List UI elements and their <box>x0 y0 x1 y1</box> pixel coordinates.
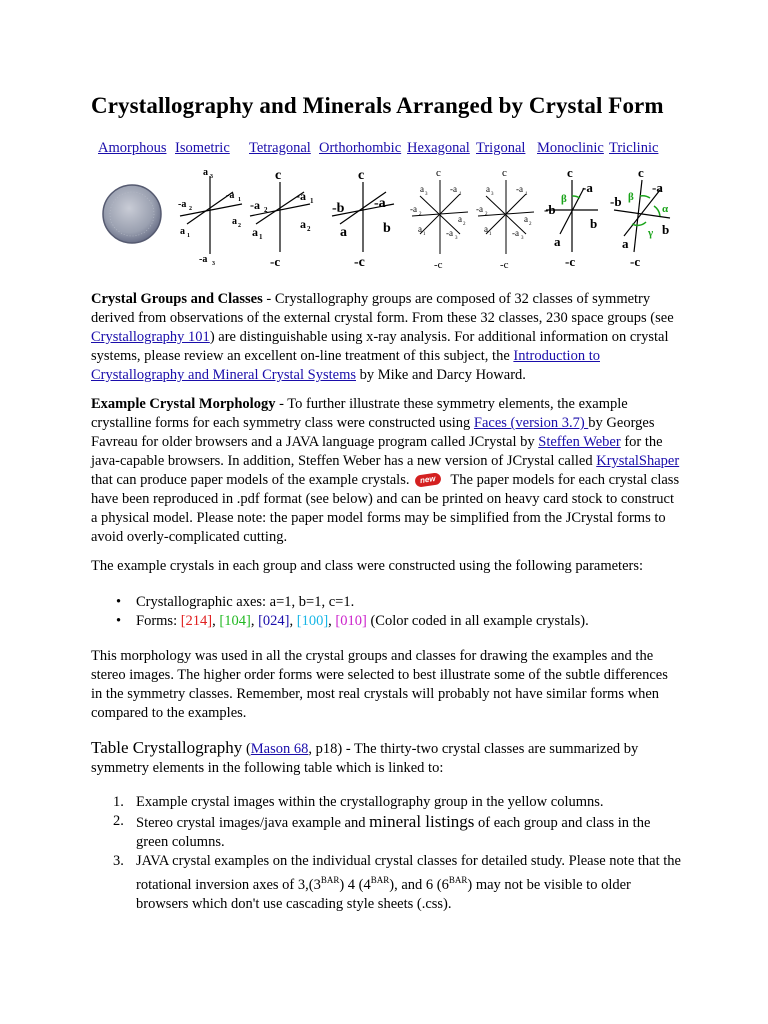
diag-label: a <box>252 225 258 239</box>
diag-sub: 1 <box>525 192 528 197</box>
monoclinic-axes-diagram[interactable] <box>544 165 598 269</box>
forms-tail: (Color coded in all example crystals). <box>366 613 589 629</box>
nav-link-isometric[interactable]: Isometric <box>175 140 230 156</box>
page-title: Crystallography and Minerals Arranged by Crystal Form <box>91 93 664 118</box>
diag-label: b <box>662 222 670 237</box>
diag-sub: 1 <box>489 232 492 237</box>
form-104: [104] <box>219 613 251 629</box>
beta-symbol: β <box>628 191 634 203</box>
link-krystalshaper[interactable]: KrystalShaper <box>596 453 680 469</box>
form-214: [214] <box>180 613 213 629</box>
table-text-1: ( <box>242 741 251 757</box>
diag-label: a <box>524 214 528 224</box>
table-heading: Table Crystallography <box>91 738 243 757</box>
amorphous-sphere[interactable] <box>103 185 161 243</box>
diag-label: b <box>590 216 598 231</box>
nav-link-triclinic[interactable]: Triclinic <box>609 140 659 156</box>
link-mason-68[interactable]: Mason 68 <box>250 741 309 757</box>
diag-sub: 1 <box>310 197 314 205</box>
diag-label: a <box>203 167 208 178</box>
orthorhombic-axes-diagram[interactable] <box>332 168 394 270</box>
trigonal-axes-diagram[interactable] <box>476 167 534 271</box>
list-number: 3. <box>113 853 124 869</box>
diag-label: -a <box>410 204 417 214</box>
triclinic-axes-diagram[interactable] <box>610 165 670 269</box>
form-024: [024] <box>258 613 290 629</box>
diag-label: -a <box>582 180 593 195</box>
morph-text-4: that can produce paper models of the example crystals. <box>91 472 410 488</box>
bar-sup: BAR <box>448 875 468 885</box>
list-text: of each group and class in the green columns. <box>136 815 651 850</box>
diag-label: -c <box>500 259 509 271</box>
diag-label: -b <box>332 201 345 216</box>
diag-label: a <box>420 184 424 194</box>
diag-sub: 2 <box>238 223 241 229</box>
groups-text-2: ) are distinguishable using x-ray analysis. For additional information on crystal systems, please review an excellent on-line treatment of this subject, the <box>91 329 669 364</box>
diag-label: c <box>275 168 282 183</box>
diag-label: c <box>358 168 365 183</box>
axes-text: Crystallographic axes: a=1, b=1, c=1. <box>136 594 355 610</box>
new-badge: new <box>415 472 442 487</box>
diag-label: -a <box>446 228 453 238</box>
list-item <box>91 812 681 852</box>
list-text: ), and 6 (6 <box>389 876 449 893</box>
groups-text-3: by Mike and Darcy Howard. <box>356 367 526 383</box>
nav-link-hexagonal[interactable]: Hexagonal <box>407 140 470 156</box>
diag-label: -b <box>610 194 622 209</box>
list-text: ) may not be visible to older browsers which don't use cascading style sheets (.css). <box>136 876 631 912</box>
diag-label: a <box>622 236 629 251</box>
diag-label: -c <box>270 254 281 269</box>
diag-label: c <box>638 165 644 180</box>
beta-symbol: β <box>561 193 567 205</box>
diag-label: -c <box>434 259 443 271</box>
list-item <box>91 612 681 631</box>
morph-text-1: - To further illustrate these symmetry elements, the example crystalline forms for each symmetry class were constructed using <box>91 396 628 431</box>
diag-label: c <box>502 167 507 179</box>
list-text: Stereo crystal images/java example and <box>136 815 370 831</box>
list-number: 2. <box>113 813 124 829</box>
params-list <box>91 593 681 631</box>
link-faces[interactable]: Faces (version 3.7) <box>473 415 589 431</box>
diag-sub: 1 <box>259 233 263 241</box>
forms-label: Forms: <box>136 613 181 629</box>
diag-label: -a <box>512 228 519 238</box>
nav-link-trigonal[interactable]: Trigonal <box>476 140 526 156</box>
link-steffen-weber[interactable]: Steffen Weber <box>538 434 621 450</box>
diag-label: -a <box>476 204 483 214</box>
diag-label: a <box>300 217 306 231</box>
diag-label: -a <box>178 199 187 210</box>
diag-sub: 3 <box>425 192 428 197</box>
diag-sub: 2 <box>264 206 268 214</box>
diag-label: -a <box>296 189 306 203</box>
groups-text-1: - Crystallography groups are composed of 32 classes of symmetry derived from observations of the external crystal form. From these 32 classes, 230 space groups (see <box>91 291 674 326</box>
crystal-axes-diagrams <box>100 162 680 272</box>
sep: , <box>328 613 336 629</box>
hexagonal-axes-diagram[interactable] <box>410 167 468 271</box>
list-item <box>91 793 681 812</box>
diag-sub: 1 <box>238 197 241 203</box>
link-introduction[interactable]: Introduction to Crystallography and Mineral Crystal Systems <box>91 348 600 383</box>
paragraph-groups <box>91 290 681 385</box>
diag-sub: 2 <box>419 212 422 217</box>
bar-sup: BAR <box>320 875 340 885</box>
diag-label: -a <box>450 184 457 194</box>
diag-sub: 1 <box>187 233 190 239</box>
diag-label: -a <box>199 254 208 265</box>
diag-sub: 1 <box>459 192 462 197</box>
diag-label: a <box>484 224 488 234</box>
diag-label: -a <box>374 196 386 211</box>
diag-sub: 3 <box>521 236 524 241</box>
list-text: JAVA crystal examples on the individual crystal classes for detailed study. Please note that the rotational inversion axes of 3,(3 <box>136 853 681 893</box>
sep: , <box>289 613 297 629</box>
diag-label: -a <box>652 180 663 195</box>
diag-sub: 2 <box>529 222 532 227</box>
diag-label: a <box>554 234 561 249</box>
diag-label: -c <box>630 254 641 269</box>
table-text-2: , p18) - The thirty-two crystal classes are summarized by symmetry elements in the following table which is linked to: <box>91 741 639 776</box>
diag-label: -b <box>544 202 556 217</box>
list-text: Example crystal images within the crystallography group in the yellow columns. <box>136 794 604 810</box>
diag-label: a <box>232 216 237 227</box>
diag-sub: 3 <box>455 236 458 241</box>
diag-label: c <box>567 165 573 180</box>
nav-link-orthorhombic[interactable]: Orthorhombic <box>319 140 402 156</box>
isometric-axes-diagram[interactable] <box>178 167 242 267</box>
form-100: [100] <box>296 613 329 629</box>
list-item <box>91 593 681 612</box>
diag-label: c <box>436 167 441 179</box>
diag-sub: 1 <box>423 232 426 237</box>
morph-text-5: The paper models for each crystal class have been reproduced in .pdf format (see below) and can be printed on heavy card stock to construct a physical model. Please note: the paper model forms may be simplified from the JCrystal forms to avoid overly-complicated cutting. <box>91 472 680 545</box>
diag-sub: 3 <box>210 174 213 180</box>
diag-sub: 2 <box>307 225 311 233</box>
diag-sub: 2 <box>485 212 488 217</box>
diag-label: -a <box>250 198 260 212</box>
diag-sub: 3 <box>212 261 215 267</box>
diag-label: a <box>458 214 462 224</box>
table-links-list <box>91 793 681 914</box>
nav-link-monoclinic[interactable]: Monoclinic <box>537 140 604 156</box>
diag-label: -a <box>226 190 235 201</box>
list-number: 1. <box>113 794 124 810</box>
sep: , <box>212 613 220 629</box>
form-010: [010] <box>335 613 367 629</box>
diag-sub: 2 <box>189 206 192 212</box>
paragraph-params-intro: The example crystals in each group and class were constructed using the following parameters: <box>91 558 644 574</box>
diag-label: -a <box>516 184 523 194</box>
paragraph-morphology <box>91 395 681 547</box>
diag-label: a <box>418 224 422 234</box>
diag-label: -c <box>565 254 576 269</box>
gamma-symbol: γ <box>648 227 654 239</box>
crystal-axes-svg <box>100 162 680 272</box>
diag-label: a <box>486 184 490 194</box>
sep: , <box>250 613 259 629</box>
tetragonal-axes-diagram[interactable] <box>250 168 314 269</box>
link-crystallography-101[interactable]: Crystallography 101 <box>91 329 210 345</box>
morph-text-2: by Georges Favreau for older browsers and a JAVA language program called JCrystal by <box>91 415 655 450</box>
list-item <box>91 852 681 914</box>
nav-link-amorphous[interactable]: Amorphous <box>98 140 167 156</box>
diag-label: b <box>383 221 391 236</box>
paragraph-table <box>91 738 681 778</box>
mineral-listings-text: mineral listings <box>369 812 475 831</box>
nav-link-tetragonal[interactable]: Tetragonal <box>249 140 311 156</box>
crystal-system-nav <box>0 140 768 160</box>
diag-label: a <box>180 226 185 237</box>
bar-sup: BAR <box>370 875 390 885</box>
diag-label: -c <box>354 255 365 270</box>
list-text: ) 4 (4 <box>339 876 371 893</box>
paragraph-morphology-used: This morphology was used in all the crystal groups and classes for drawing the examples and the stereo images. The higher order forms were selected to best illustrate some of the subtle differences in the symmetry classes. Remember, most real crystals will probably not have similar forms when compared to the examples. <box>91 648 668 721</box>
morph-text-3: for the java-capable browsers. In addition, Steffen Weber has a new version of JCrystal called <box>91 434 663 469</box>
morph-heading: Example Crystal Morphology <box>91 396 276 412</box>
diag-sub: 3 <box>491 192 494 197</box>
diag-sub: 2 <box>463 222 466 227</box>
diag-label: a <box>340 225 347 240</box>
alpha-symbol: α <box>662 203 669 215</box>
groups-heading: Crystal Groups and Classes <box>91 291 263 307</box>
